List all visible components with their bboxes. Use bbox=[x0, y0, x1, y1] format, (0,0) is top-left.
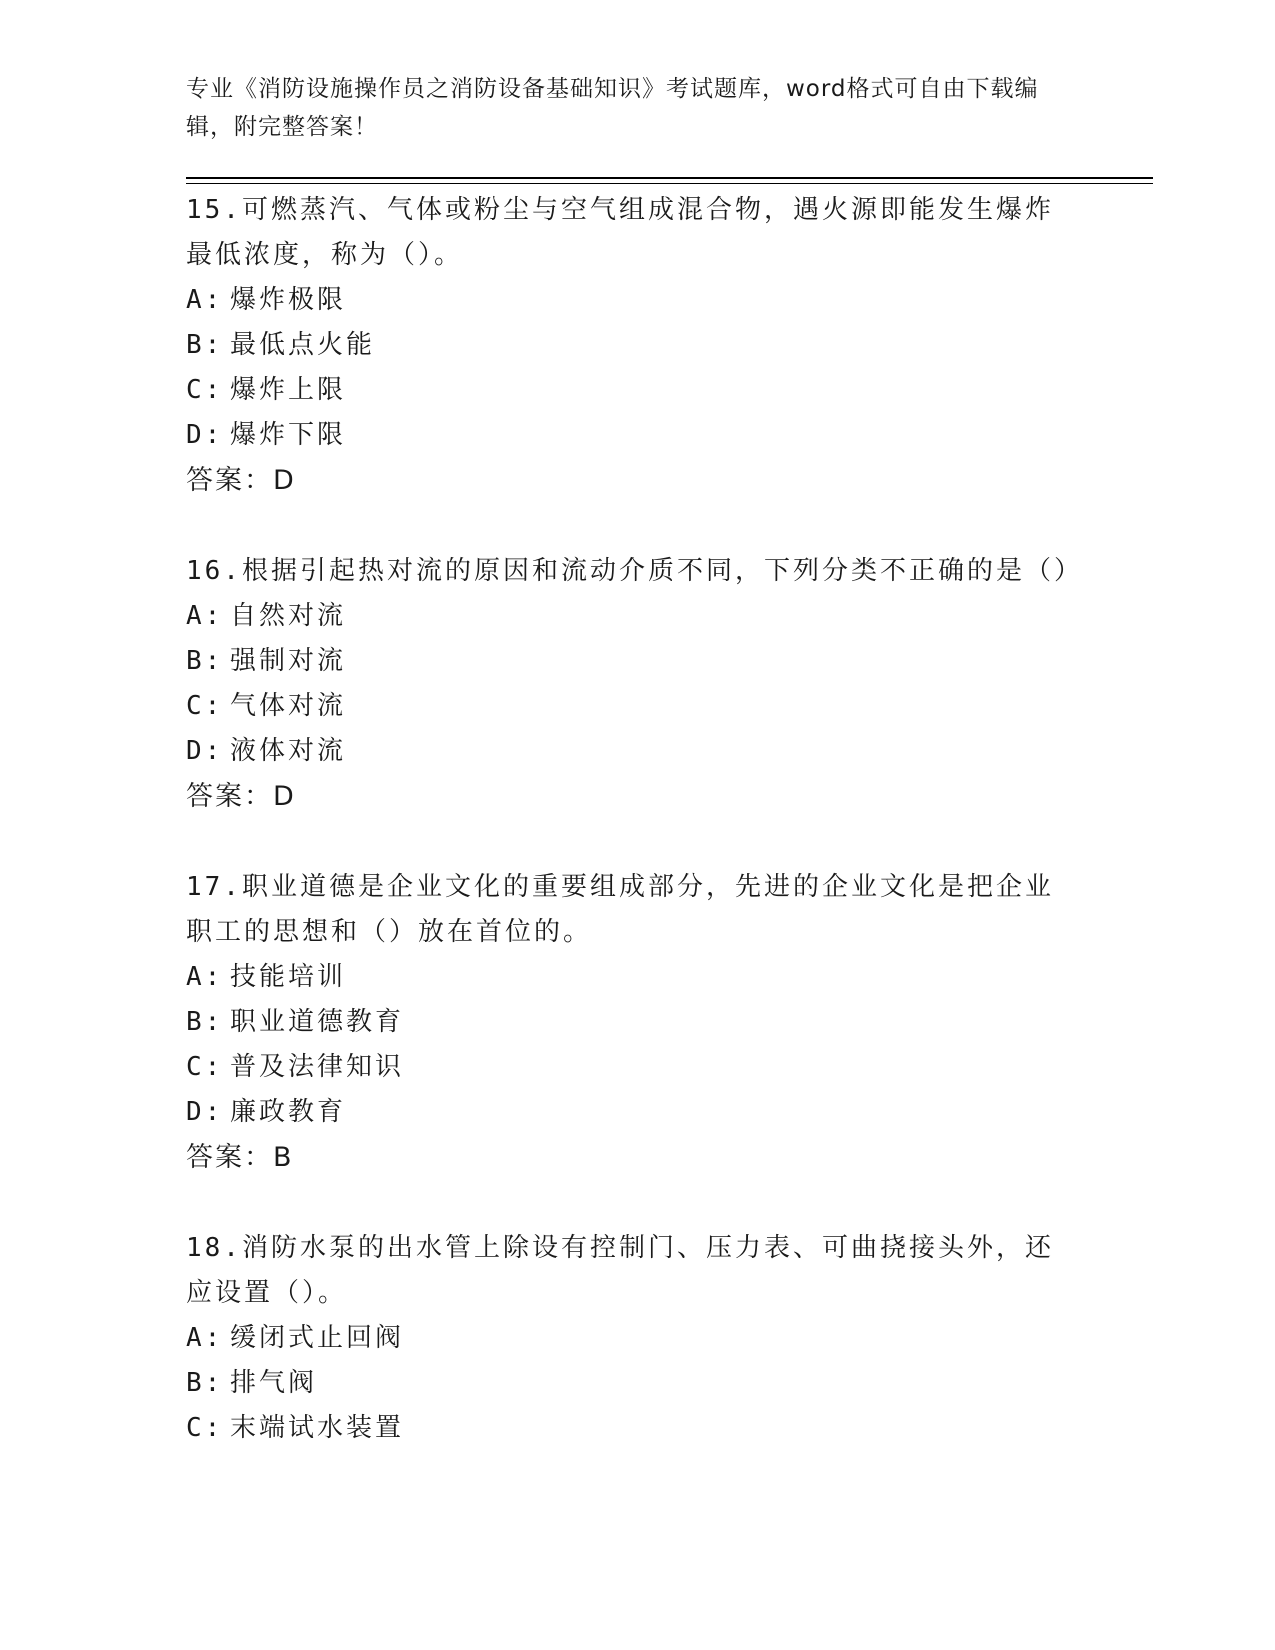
option-text: 技能培训 bbox=[230, 962, 347, 992]
option-letter: C: bbox=[186, 1413, 224, 1443]
option-letter: B: bbox=[186, 646, 224, 676]
question-list bbox=[186, 188, 1083, 1497]
option-letter: D: bbox=[186, 736, 224, 766]
option-a bbox=[186, 594, 1076, 639]
option-a bbox=[186, 278, 1076, 323]
question-stem: 15.可燃蒸汽、气体或粉尘与空气组成混合物，遇火源即能发生爆炸最低浓度，称为（）。 bbox=[186, 195, 1054, 270]
question-stem: 18.消防水泵的出水管上除设有控制门、压力表、可曲挠接头外，还应设置（）。 bbox=[186, 1233, 1054, 1308]
question-answer: 答案：D bbox=[186, 465, 296, 496]
option-text: 最低点火能 bbox=[230, 330, 376, 360]
option-c bbox=[186, 1406, 1076, 1451]
option-text: 强制对流 bbox=[230, 646, 347, 676]
option-c bbox=[186, 684, 1076, 729]
document-header: 专业《消防设施操作员之消防设备基础知识》考试题库，word格式可自由下载编辑，附完整答案！ bbox=[186, 76, 1039, 140]
option-text: 末端试水装置 bbox=[230, 1413, 405, 1443]
option-d bbox=[186, 1090, 1076, 1135]
option-text: 排气阀 bbox=[230, 1368, 318, 1398]
option-letter: D: bbox=[186, 420, 224, 450]
option-text: 气体对流 bbox=[230, 691, 347, 721]
option-letter: A: bbox=[186, 285, 224, 315]
option-text: 缓闭式止回阀 bbox=[230, 1323, 405, 1353]
option-b bbox=[186, 323, 1076, 368]
question-16 bbox=[186, 549, 1083, 819]
question-answer: 答案：B bbox=[186, 1142, 294, 1173]
option-text: 爆炸上限 bbox=[230, 375, 347, 405]
question-stem: 16.根据引起热对流的原因和流动介质不同，下列分类不正确的是（） bbox=[186, 556, 1083, 586]
question-answer: 答案：D bbox=[186, 781, 296, 812]
option-text: 液体对流 bbox=[230, 736, 347, 766]
option-text: 职业道德教育 bbox=[230, 1007, 405, 1037]
option-letter: B: bbox=[186, 1007, 224, 1037]
option-letter: A: bbox=[186, 962, 224, 992]
option-text: 爆炸下限 bbox=[230, 420, 347, 450]
question-17 bbox=[186, 865, 1076, 1180]
option-letter: C: bbox=[186, 1052, 224, 1082]
option-b bbox=[186, 1361, 1076, 1406]
option-text: 爆炸极限 bbox=[230, 285, 347, 315]
option-a bbox=[186, 955, 1076, 1000]
option-text: 廉政教育 bbox=[230, 1097, 347, 1127]
option-letter: A: bbox=[186, 1323, 224, 1353]
option-b bbox=[186, 639, 1076, 684]
question-15 bbox=[186, 188, 1076, 503]
option-letter: B: bbox=[186, 330, 224, 360]
option-letter: A: bbox=[186, 601, 224, 631]
option-b bbox=[186, 1000, 1076, 1045]
option-text: 自然对流 bbox=[230, 601, 347, 631]
question-18 bbox=[186, 1226, 1076, 1451]
option-letter: C: bbox=[186, 375, 224, 405]
option-text: 普及法律知识 bbox=[230, 1052, 405, 1082]
option-letter: C: bbox=[186, 691, 224, 721]
option-letter: D: bbox=[186, 1097, 224, 1127]
option-d bbox=[186, 729, 1076, 774]
option-d bbox=[186, 413, 1076, 458]
option-c bbox=[186, 1045, 1076, 1090]
header-divider-thin bbox=[186, 183, 1153, 184]
question-stem: 17.职业道德是企业文化的重要组成部分，先进的企业文化是把企业职工的思想和（）放在首位的。 bbox=[186, 872, 1054, 947]
header-divider bbox=[186, 177, 1153, 179]
option-a bbox=[186, 1316, 1076, 1361]
option-c bbox=[186, 368, 1076, 413]
option-letter: B: bbox=[186, 1368, 224, 1398]
